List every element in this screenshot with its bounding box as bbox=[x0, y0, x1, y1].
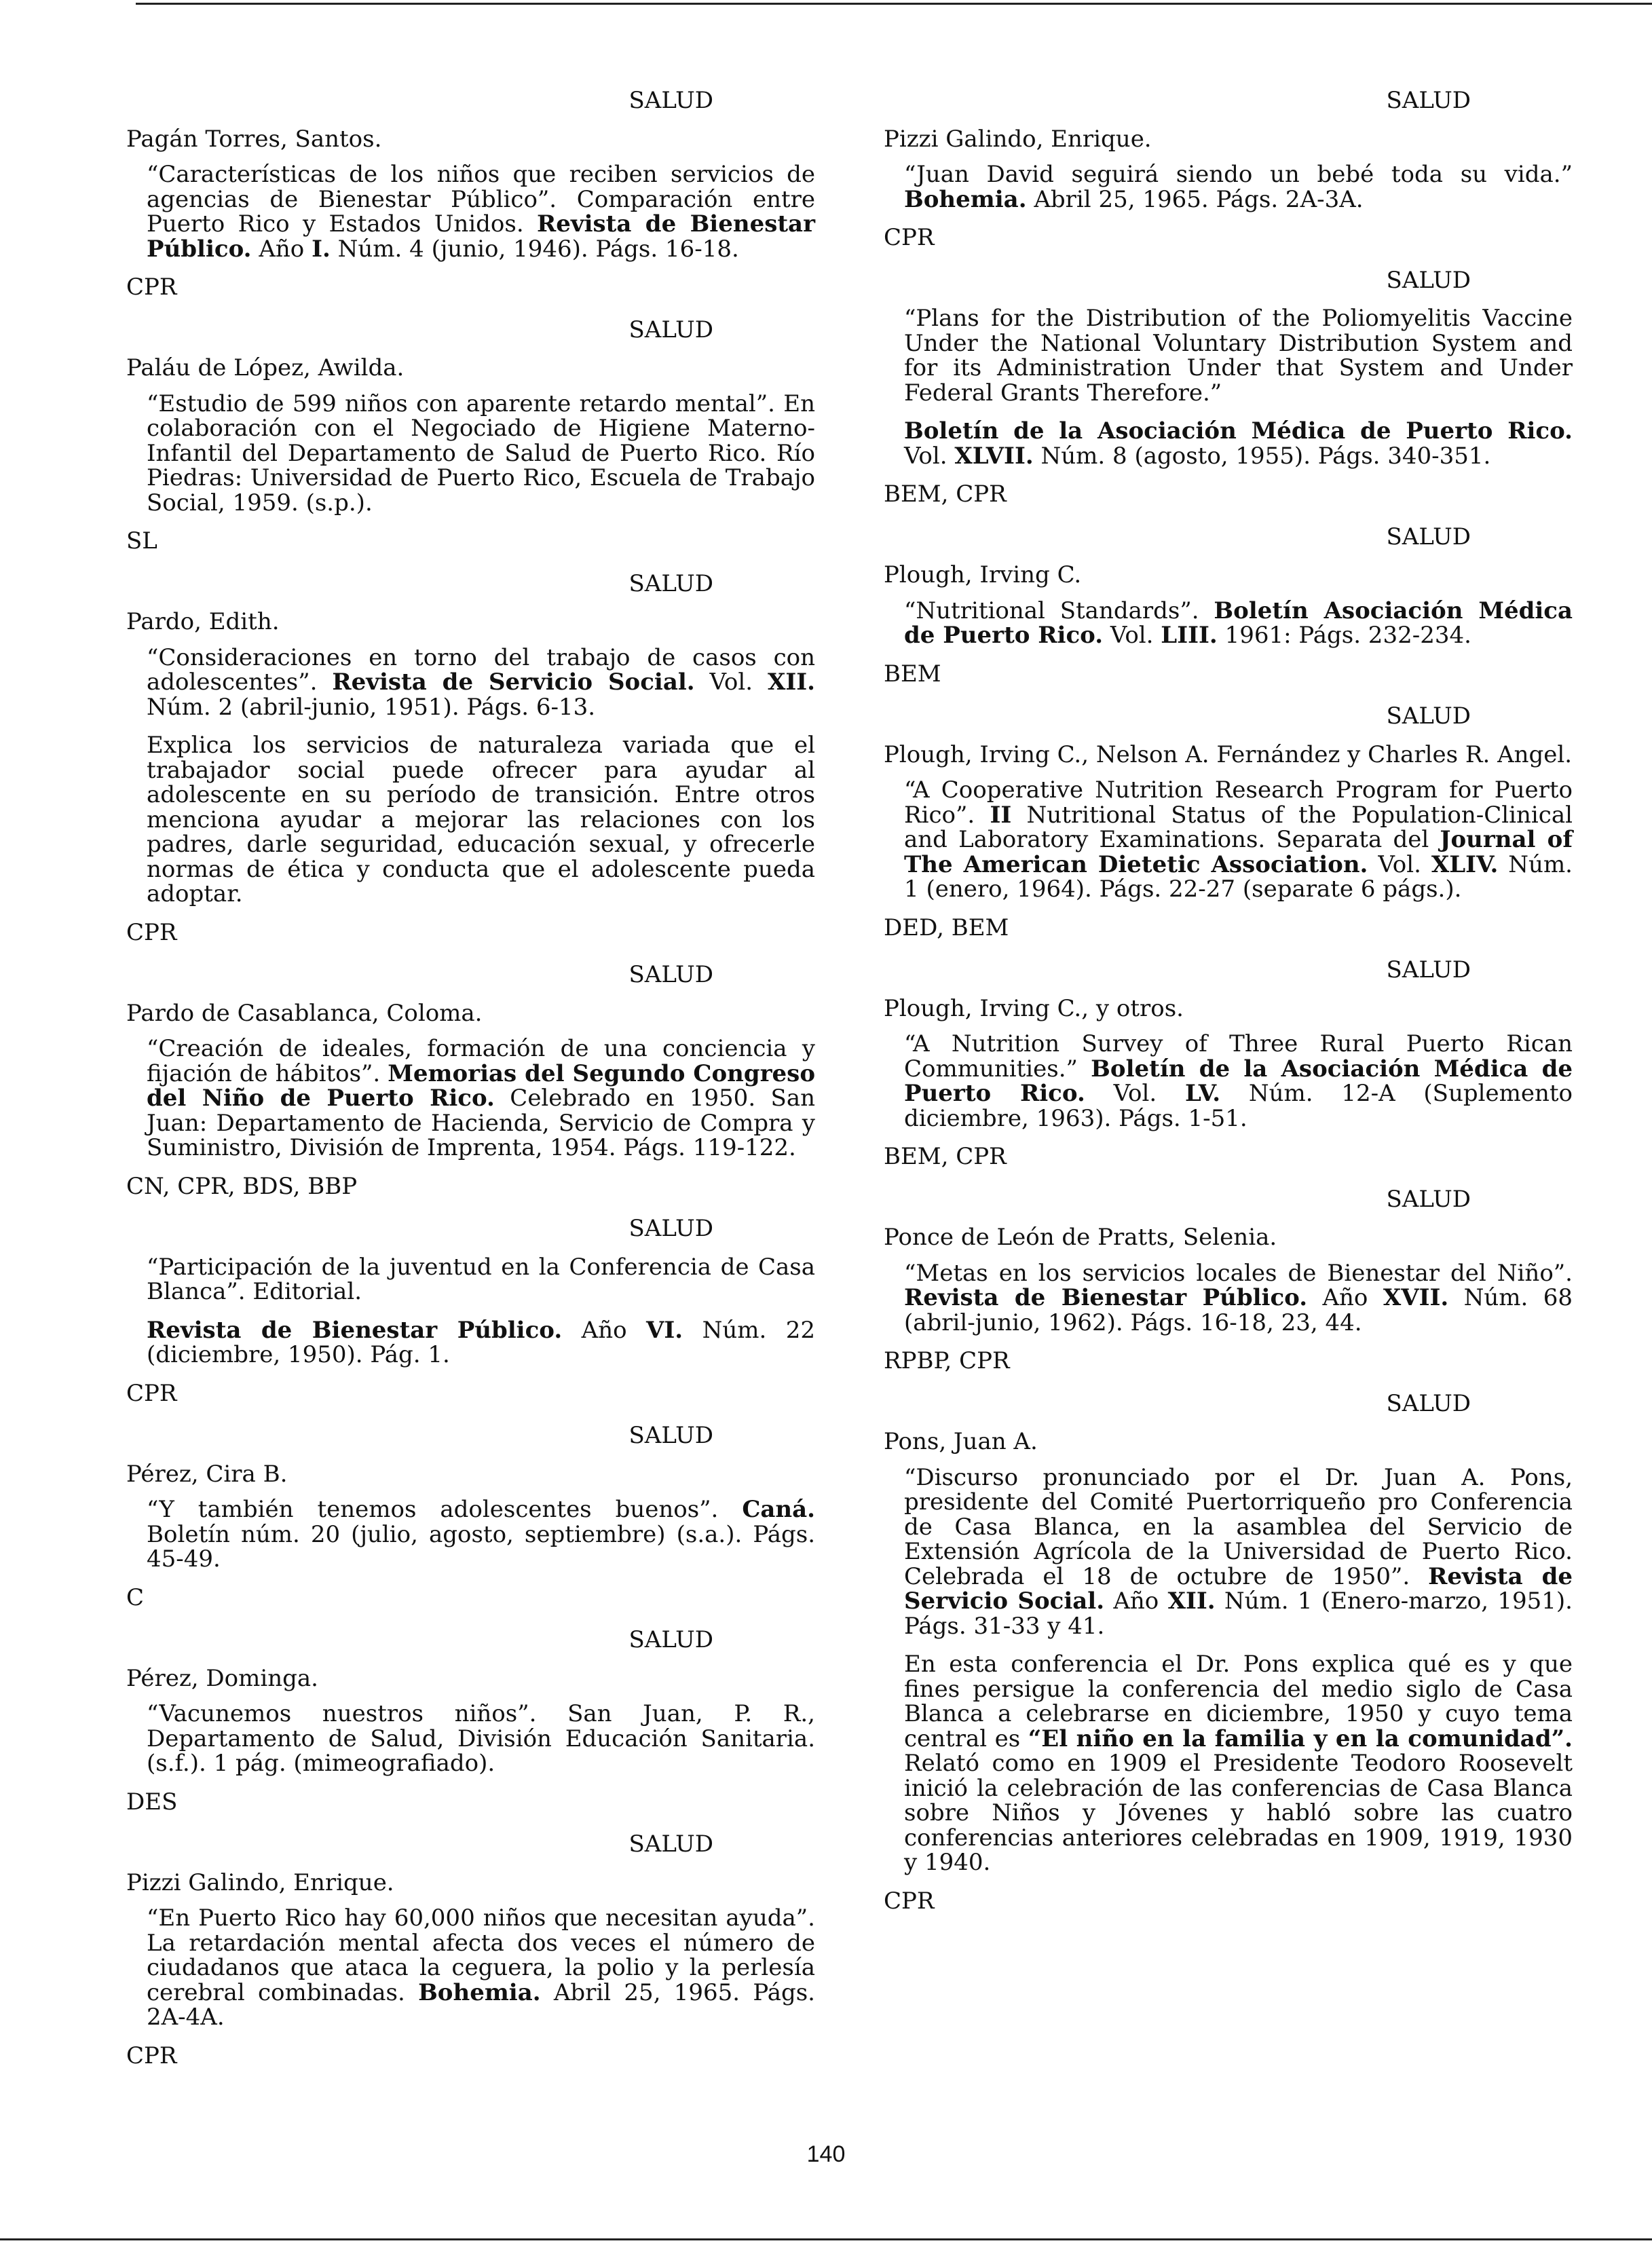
bold-text: Revista de Bienestar Público. bbox=[147, 1316, 563, 1344]
entry-author: Pons, Juan A. bbox=[884, 1428, 1038, 1455]
text-segment: Núm. 68 (abril-junio, 1962). Págs. 16-18, 23, 44. bbox=[904, 1284, 1573, 1336]
entry-author: Pizzi Galindo, Enrique. bbox=[126, 1868, 394, 1896]
entry-author: Pérez, Dominga. bbox=[126, 1664, 318, 1692]
entry-author: Plough, Irving C., y otros. bbox=[884, 994, 1184, 1022]
text-segment: Núm. 2 (abril-junio, 1951). Págs. 6-13. bbox=[147, 693, 596, 721]
entry-author: Pardo, Edith. bbox=[126, 608, 280, 635]
library-code: BEM, CPR bbox=[884, 1143, 1007, 1170]
category-label: SALUD bbox=[628, 87, 713, 114]
library-code: DED, BEM bbox=[884, 914, 1009, 941]
library-code: CPR bbox=[126, 1379, 177, 1407]
entry-body bbox=[126, 1255, 815, 1368]
bold-text: II bbox=[990, 801, 1012, 829]
entry-paragraph bbox=[126, 1702, 815, 1776]
bold-text: Revista de Servicio Social. bbox=[904, 1562, 1573, 1615]
entry-paragraph bbox=[884, 1032, 1573, 1131]
entry-paragraph bbox=[126, 1036, 815, 1161]
bibliography-entry bbox=[884, 1187, 1573, 1374]
text-segment: 1961: Págs. 232-234. bbox=[1217, 622, 1471, 649]
entry-body bbox=[884, 162, 1573, 212]
category-label: SALUD bbox=[628, 1215, 713, 1242]
entry-author: Plough, Irving C., Nelson A. Fernández y Charles R. Angel. bbox=[884, 740, 1573, 768]
library-code: CPR bbox=[884, 1887, 935, 1915]
right-column bbox=[884, 88, 1573, 1931]
library-code: RPBP, CPR bbox=[884, 1347, 1010, 1374]
entry-paragraph bbox=[126, 1497, 815, 1572]
entry-paragraph bbox=[884, 162, 1573, 212]
text-segment: “Creación de ideales, formación de una conciencia y fijación de hábitos”. bbox=[147, 1035, 815, 1087]
category-label: SALUD bbox=[628, 569, 713, 597]
entry-body bbox=[884, 1261, 1573, 1336]
category-label: SALUD bbox=[628, 961, 713, 988]
bibliography-entry bbox=[126, 962, 815, 1199]
text-segment: “A Cooperative Nutrition Research Program for Puerto Rico”. bbox=[904, 776, 1573, 829]
category-label: SALUD bbox=[1386, 702, 1471, 730]
entry-body bbox=[884, 306, 1573, 468]
bibliography-entry bbox=[884, 88, 1573, 250]
entry-paragraph bbox=[884, 1465, 1573, 1639]
library-code: BEM bbox=[884, 660, 941, 688]
entry-paragraph bbox=[884, 1652, 1573, 1875]
bold-text: LIII. bbox=[1161, 622, 1218, 649]
library-code: DES bbox=[126, 1788, 178, 1816]
entry-paragraph bbox=[126, 733, 815, 907]
text-segment: “Discurso pronunciado por el Dr. Juan A. Pons, presidente del Comité Puertorriqueño pro Conferencia de Casa Blanca, en la asamblea del Servicio de Extensión Agrícola de la Universidad de Puerto Rico. Celebrada el 18 de octubre de 1950”. bbox=[904, 1463, 1573, 1590]
category-label: SALUD bbox=[628, 1626, 713, 1653]
entry-body bbox=[126, 1702, 815, 1776]
bold-text: LV. bbox=[1184, 1080, 1221, 1107]
text-segment: “Juan David seguirá siendo un bebé toda su vida.” bbox=[904, 161, 1573, 188]
text-segment: Explica los servicios de naturaleza variada que el trabajador social puede ofrecer para ayudar al adolescente en su período de transición. Entre otros menciona ayudar a mejorar las relaciones con los padres, darle seguridad, educación sexual, y ofrecerle normas de ética y conducta que el adolescente pueda adoptar. bbox=[147, 732, 815, 907]
text-segment: Vol. bbox=[1085, 1080, 1185, 1107]
text-segment: “Metas en los servicios locales de Bienestar del Niño”. bbox=[904, 1259, 1573, 1287]
entry-author: Ponce de León de Pratts, Selenia. bbox=[884, 1224, 1277, 1251]
entry-paragraph bbox=[884, 1261, 1573, 1336]
entry-paragraph bbox=[884, 599, 1573, 648]
text-segment: “Vacunemos nuestros niños”. San Juan, P. R., Departamento de Salud, División Educación Sanitaria. (s.f.). 1 pág. (mimeografiado). bbox=[147, 1700, 815, 1777]
entry-paragraph bbox=[126, 645, 815, 720]
text-segment: Boletín núm. 20 (julio, agosto, septiembre) (s.a.). Págs. 45-49. bbox=[147, 1520, 815, 1573]
text-segment: Vol. bbox=[904, 442, 955, 470]
bold-text: VI. bbox=[646, 1316, 683, 1344]
bibliography-entry bbox=[884, 525, 1573, 687]
text-segment: “A Nutrition Survey of Three Rural Puerto Rican Communities.” bbox=[904, 1030, 1573, 1083]
text-segment: “Estudio de 599 niños con aparente retardo mental”. En colaboración con el Negociado de Higiene Materno-Infantil del Departamento de Salud de Puerto Rico. Río Piedras: Universidad de Puerto Rico, Escuela de Trabajo Social, 1959. (s.p.). bbox=[147, 390, 815, 516]
bold-text: Revista de Servicio Social. bbox=[332, 669, 695, 696]
bold-text: Boletín Asociación Médica de Puerto Rico. bbox=[904, 597, 1573, 649]
library-code: BEM, CPR bbox=[884, 481, 1007, 508]
entry-body bbox=[126, 162, 815, 261]
entry-paragraph bbox=[126, 1906, 815, 2030]
category-label: SALUD bbox=[1386, 523, 1471, 550]
bold-text: Journal of The American Dietetic Association. bbox=[904, 826, 1573, 878]
text-segment: “En Puerto Rico hay 60,000 niños que necesitan ayuda”. La retardación mental afecta dos veces el número de ciudadanos que ataca la ceguera, la polio y la perlesía cerebral combinadas. bbox=[147, 1904, 815, 2006]
library-code: C bbox=[126, 1583, 145, 1611]
text-segment: Núm. 1 (enero, 1964). Págs. 22-27 (separate 6 págs.). bbox=[904, 850, 1573, 903]
entry-paragraph bbox=[884, 419, 1573, 468]
entry-body bbox=[126, 1036, 815, 1161]
text-segment: Nutritional Status of the Population-Clinical and Laboratory Examinations. Separata del bbox=[904, 801, 1573, 853]
text-segment: Celebrado en 1950. San Juan: Departamento de Hacienda, Servicio de Compra y Suministro, División de Imprenta, 1954. Págs. 119-122. bbox=[147, 1085, 815, 1161]
text-segment: Núm. 4 (junio, 1946). Págs. 16-18. bbox=[330, 235, 739, 263]
category-label: SALUD bbox=[628, 1422, 713, 1449]
text-segment: Relató como en 1909 el Presidente Teodoro Roosevelt inició la celebración de las conferencias de Casa Blanca sobre Niños y Jóvenes y habló sobre las cuatro conferencias anteriores celebradas en 1909, 1919, 1930 y 1940. bbox=[904, 1750, 1573, 1876]
entry-paragraph bbox=[126, 162, 815, 261]
bold-text: Boletín de la Asociación Médica de Puerto Rico. bbox=[904, 1055, 1573, 1107]
library-code: CPR bbox=[884, 224, 935, 251]
entry-body bbox=[884, 1032, 1573, 1131]
text-segment: Abril 25, 1965. Págs. 2A-4A. bbox=[147, 1978, 815, 2031]
entry-author: Pardo de Casablanca, Coloma. bbox=[126, 999, 483, 1027]
text-segment: Año bbox=[251, 235, 312, 263]
category-label: SALUD bbox=[1386, 1185, 1471, 1213]
entry-author: Pérez, Cira B. bbox=[126, 1460, 288, 1488]
bold-text: I. bbox=[312, 235, 331, 263]
bibliography-entry bbox=[884, 268, 1573, 507]
text-segment: “Plans for the Distribution of the Poliomyelitis Vaccine Under the National Voluntary Distribution System and for its Administration Under that System and Under Federal Grants Therefore.” bbox=[904, 305, 1573, 407]
bold-text: “El niño en la familia y en la comunidad”. bbox=[1028, 1725, 1573, 1752]
page-number: 140 bbox=[806, 2141, 846, 2167]
entry-body bbox=[884, 599, 1573, 648]
entry-body bbox=[126, 1497, 815, 1572]
library-code: CPR bbox=[126, 918, 177, 946]
library-code: CN, CPR, BDS, BBP bbox=[126, 1172, 358, 1200]
text-segment: “Características de los niños que reciben servicios de agencias de Bienestar Público”. Comparación entre Puerto Rico y Estados Unidos. bbox=[147, 161, 815, 238]
text-segment: Vol. bbox=[1368, 850, 1431, 878]
left-column bbox=[126, 88, 815, 2086]
text-segment: “Nutritional Standards”. bbox=[904, 597, 1214, 624]
entry-paragraph bbox=[126, 392, 815, 516]
bold-text: Bohemia. bbox=[418, 1978, 541, 2006]
bibliography-entry bbox=[126, 1423, 815, 1610]
text-segment: En esta conferencia el Dr. Pons explica qué es y que fines persigue la conferencia del medio siglo de Casa Blanca a celebrarse en diciembre, 1950 y cuyo tema central es bbox=[904, 1651, 1573, 1752]
bibliography-entry bbox=[126, 571, 815, 945]
bold-text: Memorias del Segundo Congreso del Niño de Puerto Rico. bbox=[147, 1059, 815, 1112]
entry-author: Pagán Torres, Santos. bbox=[126, 125, 382, 153]
entry-author: Pizzi Galindo, Enrique. bbox=[884, 125, 1152, 153]
bold-text: XLVII. bbox=[954, 442, 1034, 470]
entry-body bbox=[126, 1906, 815, 2030]
entry-paragraph bbox=[126, 1318, 815, 1368]
bibliography-entry bbox=[126, 1832, 815, 2068]
bibliography-entry bbox=[884, 958, 1573, 1169]
top-rule bbox=[136, 3, 1652, 5]
bibliography-entry bbox=[884, 1391, 1573, 1914]
entry-body bbox=[126, 392, 815, 516]
bold-text: XII. bbox=[1167, 1588, 1216, 1615]
text-segment: Núm. 8 (agosto, 1955). Págs. 340-351. bbox=[1033, 442, 1491, 470]
entry-body bbox=[884, 1465, 1573, 1875]
text-segment: Núm. 1 (Enero-marzo, 1951). Págs. 31-33 y 41. bbox=[904, 1588, 1573, 1640]
category-label: SALUD bbox=[1386, 87, 1471, 114]
text-segment: Núm. 12-A (Suplemento diciembre, 1963). Págs. 1-51. bbox=[904, 1080, 1573, 1132]
bold-text: XLIV. bbox=[1431, 850, 1499, 878]
bold-text: Caná. bbox=[742, 1496, 815, 1523]
bold-text: Revista de Bienestar Público. bbox=[147, 210, 815, 263]
text-segment: “Y también tenemos adolescentes buenos”. bbox=[147, 1496, 743, 1523]
bottom-rule bbox=[0, 2238, 1652, 2240]
text-segment: Año bbox=[1104, 1588, 1168, 1615]
library-code: CPR bbox=[126, 2042, 177, 2069]
entry-author: Paláu de López, Awilda. bbox=[126, 354, 405, 381]
category-label: SALUD bbox=[1386, 956, 1471, 983]
category-label: SALUD bbox=[628, 1830, 713, 1858]
text-segment: Vol. bbox=[694, 669, 768, 696]
entry-paragraph bbox=[126, 1255, 815, 1304]
entry-paragraph bbox=[884, 306, 1573, 405]
bibliography-entry bbox=[884, 704, 1573, 940]
entry-author: Plough, Irving C. bbox=[884, 561, 1082, 588]
category-label: SALUD bbox=[1386, 1389, 1471, 1417]
text-segment: Abril 25, 1965. Págs. 2A-3A. bbox=[1026, 185, 1364, 213]
bold-text: XII. bbox=[767, 669, 815, 696]
bibliography-entry bbox=[126, 88, 815, 300]
bold-text: Bohemia. bbox=[904, 185, 1027, 213]
bold-text: XVII. bbox=[1383, 1284, 1449, 1311]
library-code: SL bbox=[126, 527, 157, 555]
library-code: CPR bbox=[126, 274, 177, 301]
text-segment: Año bbox=[1307, 1284, 1383, 1311]
entry-body bbox=[884, 778, 1573, 902]
bold-text: Revista de Bienestar Público. bbox=[904, 1284, 1308, 1311]
bold-text: Boletín de la Asociación Médica de Puerto Rico. bbox=[904, 417, 1573, 445]
entry-body bbox=[126, 645, 815, 907]
category-label: SALUD bbox=[1386, 266, 1471, 294]
bibliography-entry bbox=[126, 318, 815, 554]
text-segment: Año bbox=[562, 1316, 647, 1344]
text-segment: Vol. bbox=[1103, 622, 1161, 649]
text-segment: Núm. 22 (diciembre, 1950). Pág. 1. bbox=[147, 1316, 815, 1368]
text-segment: “Participación de la juventud en la Conferencia de Casa Blanca”. Editorial. bbox=[147, 1253, 815, 1305]
text-segment: “Consideraciones en torno del trabajo de casos con adolescentes”. bbox=[147, 643, 815, 696]
bibliography-entry bbox=[126, 1216, 815, 1406]
bibliography-entry bbox=[126, 1628, 815, 1814]
entry-paragraph bbox=[884, 778, 1573, 902]
category-label: SALUD bbox=[628, 316, 713, 343]
